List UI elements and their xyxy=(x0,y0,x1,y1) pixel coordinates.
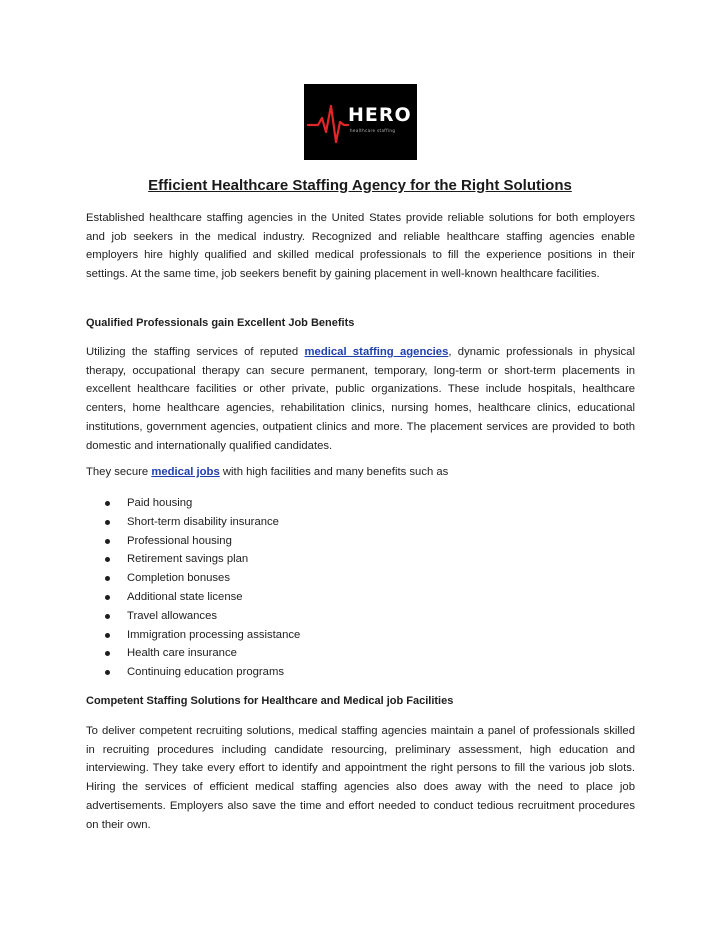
bullet-icon xyxy=(105,501,110,506)
list-item-label: Paid housing xyxy=(127,497,193,509)
list-item xyxy=(86,569,586,588)
list-item-label: Professional housing xyxy=(127,534,232,547)
section1-heading: Qualified Professionals gain Excellent Job Benefits xyxy=(86,317,355,329)
list-item xyxy=(86,494,586,513)
medical-jobs-link[interactable]: medical jobs xyxy=(151,466,220,478)
list-item xyxy=(86,532,586,551)
list-item-label: Short-term disability insurance xyxy=(127,515,279,528)
section2-heading: Competent Staffing Solutions for Healthcare and Medical job Facilities xyxy=(86,695,454,707)
bullet-icon xyxy=(105,614,110,619)
benefits-list xyxy=(86,494,586,682)
list-item xyxy=(86,607,586,626)
benefits-intro-before: They secure xyxy=(86,466,152,478)
list-item xyxy=(86,626,586,645)
list-item xyxy=(86,644,586,663)
medical-staffing-agencies-link[interactable]: medical staffing agencies xyxy=(304,346,449,358)
list-item-label: Health care insurance xyxy=(127,647,237,660)
list-item xyxy=(86,663,586,682)
benefits-intro-after: with high facilities and many benefits such as xyxy=(219,466,449,478)
hero-logo xyxy=(304,84,417,160)
bullet-icon xyxy=(105,633,110,638)
bullet-icon xyxy=(105,670,110,675)
list-item-label: Continuing education programs xyxy=(127,666,284,679)
list-item-label: Completion bonuses xyxy=(127,572,230,585)
benefits-intro xyxy=(86,463,635,482)
section1-paragraph xyxy=(86,343,635,455)
list-item-label: Retirement savings plan xyxy=(127,553,249,566)
list-item xyxy=(86,588,586,607)
list-item xyxy=(86,513,586,532)
section1-text-after: , dynamic professionals in physical therapy, occupational therapy can secure permanent, temporary, long-term or short-term placements in excellent healthcare facilities or other private, public organizations. These include hospitals, healthcare centers, home healthcare agencies, rehabilitation clinics, nursing homes, healthcare clinics, educational institutions, government agencies, outpatient clinics and more. The placement services are provided to both domestic and internationally qualified candidates. xyxy=(86,346,635,452)
section2-paragraph: To deliver competent recruiting solutions, medical staffing agencies maintain a panel of professionals skilled in recruiting procedures including candidate resourcing, preliminary assessment, high education and interviewing. They take every effort to identify and appointment the right persons to fill the various job slots. Hiring the services of efficient medical staffing agencies also does away with the need to place job advertisements. Employers also save the time and effort needed to conduct tedious recruitment procedures on their own. xyxy=(86,725,635,831)
logo-wordmark: HERO xyxy=(348,104,412,126)
intro-paragraph: Established healthcare staffing agencies in the United States provide reliable solutions for both employers and job seekers in the medical industry. Recognized and reliable healthcare staffing agencies enable employers hire highly qualified and skilled medical professionals to fill the experience positions in their settings. At the same time, job seekers benefit by gaining placement in well-known healthcare facilities. xyxy=(86,212,635,281)
logo-tagline: healthcare staffing xyxy=(350,128,396,133)
bullet-icon xyxy=(105,557,110,562)
section1-text-before: Utilizing the staffing services of reputed xyxy=(86,346,305,358)
list-item xyxy=(86,550,586,569)
bullet-icon xyxy=(105,651,110,656)
list-item-label: Travel allowances xyxy=(127,609,217,622)
list-item-label: Additional state license xyxy=(127,590,243,603)
bullet-icon xyxy=(105,576,110,581)
bullet-icon xyxy=(105,539,110,544)
page-title: Efficient Healthcare Staffing Agency for the Right Solutions xyxy=(148,177,572,194)
list-item-label: Immigration processing assistance xyxy=(127,628,301,641)
bullet-icon xyxy=(105,520,110,525)
bullet-icon xyxy=(105,595,110,600)
